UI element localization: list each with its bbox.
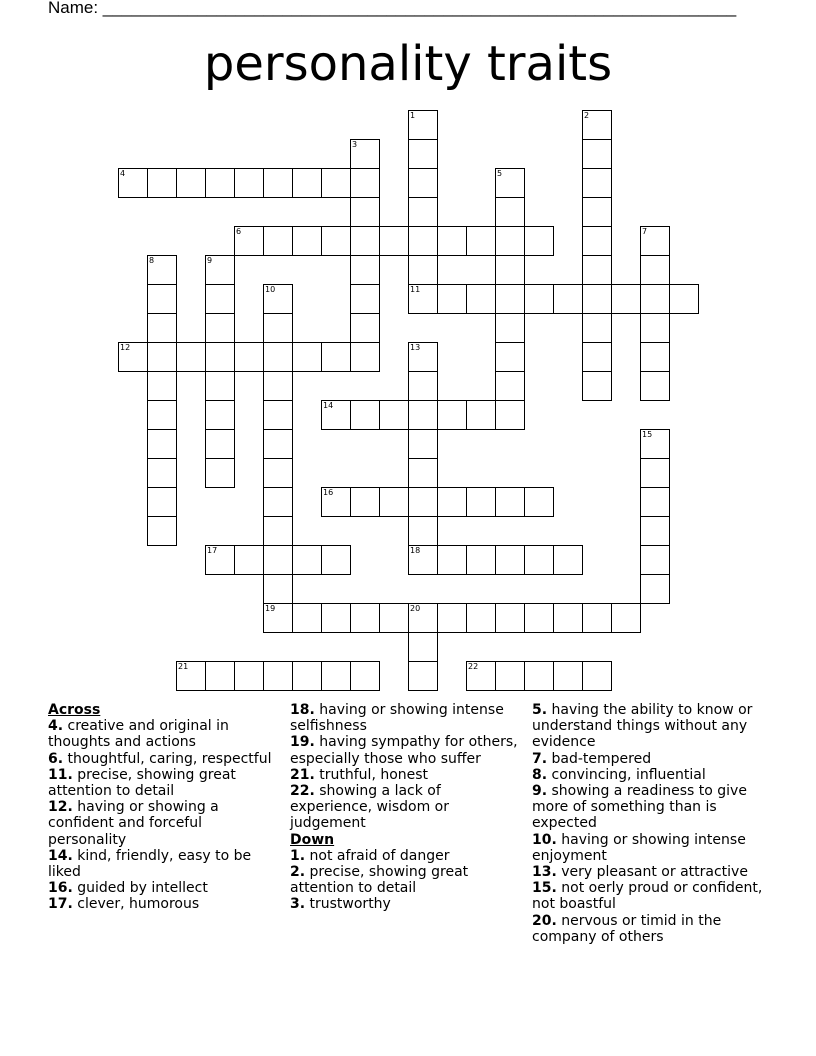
grid-cell[interactable] xyxy=(321,603,351,633)
grid-cell[interactable] xyxy=(263,168,293,198)
clue-down-15 xyxy=(532,880,768,912)
grid-cell[interactable] xyxy=(350,226,380,256)
grid-cell[interactable] xyxy=(611,284,641,314)
grid-cell[interactable] xyxy=(408,226,438,256)
clue-across-18 xyxy=(290,702,522,734)
grid-cell[interactable] xyxy=(147,371,177,401)
grid-cell[interactable] xyxy=(118,342,148,372)
grid-cell[interactable] xyxy=(350,168,380,198)
grid-cell[interactable] xyxy=(582,226,612,256)
clue-number: 18. xyxy=(290,702,315,718)
grid-cell[interactable] xyxy=(350,139,380,169)
grid-cell[interactable] xyxy=(292,342,322,372)
grid-cell[interactable] xyxy=(408,139,438,169)
grid-cell[interactable] xyxy=(205,458,235,488)
clue-text: having or showing intense selfishness xyxy=(290,702,504,735)
grid-cell[interactable] xyxy=(466,661,496,691)
cell-number: 15 xyxy=(642,430,653,439)
grid-cell[interactable] xyxy=(408,371,438,401)
grid-cell[interactable] xyxy=(408,603,438,633)
clue-number: 16. xyxy=(48,880,73,897)
clue-text: precise, showing great attention to detail xyxy=(290,864,469,897)
grid-cell[interactable] xyxy=(321,226,351,256)
grid-cell[interactable] xyxy=(437,400,467,430)
clue-text: showing a lack of experience, wisdom or judgement xyxy=(290,783,449,832)
clue-number: 17. xyxy=(48,896,73,913)
grid-cell[interactable] xyxy=(205,371,235,401)
grid-cell[interactable] xyxy=(495,284,525,314)
grid-cell[interactable] xyxy=(408,545,438,575)
grid-cell[interactable] xyxy=(408,632,438,662)
grid-cell[interactable] xyxy=(640,429,670,459)
clue-text: thoughtful, caring, respectful xyxy=(67,750,272,767)
grid-cell[interactable] xyxy=(437,603,467,633)
clue-number: 6. xyxy=(48,750,64,767)
cell-number: 16 xyxy=(323,488,334,497)
grid-cell[interactable] xyxy=(495,255,525,285)
cell-number: 10 xyxy=(265,285,276,294)
grid-cell[interactable] xyxy=(350,487,380,517)
grid-cell[interactable] xyxy=(205,284,235,314)
grid-cell[interactable] xyxy=(147,168,177,198)
cell-number: 22 xyxy=(468,662,479,671)
grid-cell[interactable] xyxy=(466,545,496,575)
grid-cell[interactable] xyxy=(640,371,670,401)
clue-down-20 xyxy=(532,913,768,945)
grid-cell[interactable] xyxy=(524,226,554,256)
grid-cell[interactable] xyxy=(437,226,467,256)
grid-cell[interactable] xyxy=(408,110,438,140)
grid-cell[interactable] xyxy=(553,661,583,691)
cell-number: 13 xyxy=(410,343,421,352)
grid-cell[interactable] xyxy=(582,371,612,401)
clue-down-1 xyxy=(290,848,522,864)
grid-cell[interactable] xyxy=(292,545,322,575)
cell-number: 6 xyxy=(236,227,242,236)
grid-cell[interactable] xyxy=(263,371,293,401)
clues-column-3 xyxy=(532,702,768,945)
clue-number: 1. xyxy=(290,847,306,864)
grid-cell[interactable] xyxy=(640,284,670,314)
grid-cell[interactable] xyxy=(582,197,612,227)
clue-text: creative and original in thoughts and actions xyxy=(48,718,229,751)
grid-cell[interactable] xyxy=(640,516,670,546)
grid-cell[interactable] xyxy=(321,342,351,372)
clue-across-22 xyxy=(290,783,522,832)
grid-cell[interactable] xyxy=(147,400,177,430)
grid-cell[interactable] xyxy=(524,284,554,314)
cell-number: 1 xyxy=(410,111,416,120)
cell-number: 2 xyxy=(584,111,590,120)
grid-cell[interactable] xyxy=(495,487,525,517)
grid-cell[interactable] xyxy=(495,168,525,198)
grid-cell[interactable] xyxy=(582,139,612,169)
clue-number: 15. xyxy=(532,880,557,897)
grid-cell[interactable] xyxy=(408,429,438,459)
grid-cell[interactable] xyxy=(350,197,380,227)
clue-number: 7. xyxy=(532,750,548,767)
grid-cell[interactable] xyxy=(466,400,496,430)
grid-cell[interactable] xyxy=(147,429,177,459)
grid-cell[interactable] xyxy=(321,168,351,198)
clue-across-17 xyxy=(48,896,278,912)
grid-cell[interactable] xyxy=(321,661,351,691)
grid-cell[interactable] xyxy=(263,313,293,343)
clue-number: 5. xyxy=(532,702,548,718)
grid-cell[interactable] xyxy=(466,603,496,633)
grid-cell[interactable] xyxy=(495,197,525,227)
grid-cell[interactable] xyxy=(263,545,293,575)
clue-number: 9. xyxy=(532,783,548,800)
grid-cell[interactable] xyxy=(350,400,380,430)
clue-text: guided by intellect xyxy=(77,880,208,897)
grid-cell[interactable] xyxy=(292,168,322,198)
grid-cell[interactable] xyxy=(640,545,670,575)
clue-number: 22. xyxy=(290,783,315,800)
grid-cell[interactable] xyxy=(205,429,235,459)
grid-cell[interactable] xyxy=(176,168,206,198)
clue-across-12 xyxy=(48,799,278,848)
grid-cell[interactable] xyxy=(205,255,235,285)
grid-cell[interactable] xyxy=(263,458,293,488)
grid-cell[interactable] xyxy=(495,661,525,691)
grid-cell[interactable] xyxy=(408,487,438,517)
grid-cell[interactable] xyxy=(408,458,438,488)
clue-number: 21. xyxy=(290,766,315,783)
clue-number: 4. xyxy=(48,718,64,735)
grid-cell[interactable] xyxy=(640,255,670,285)
cell-number: 17 xyxy=(207,546,218,555)
grid-cell[interactable] xyxy=(350,342,380,372)
clue-text: having the ability to know or understand things without any evidence xyxy=(532,702,753,751)
clue-text: kind, friendly, easy to be liked xyxy=(48,847,252,881)
grid-cell[interactable] xyxy=(147,487,177,517)
grid-cell[interactable] xyxy=(292,603,322,633)
cell-number: 3 xyxy=(352,140,358,149)
cell-number: 12 xyxy=(120,343,131,352)
grid-cell[interactable] xyxy=(437,284,467,314)
grid-cell[interactable] xyxy=(640,226,670,256)
grid-cell[interactable] xyxy=(495,313,525,343)
clue-number: 20. xyxy=(532,912,557,929)
clue-down-7 xyxy=(532,751,768,767)
grid-cell[interactable] xyxy=(263,429,293,459)
cell-number: 9 xyxy=(207,256,213,265)
grid-cell[interactable] xyxy=(321,545,351,575)
grid-cell[interactable] xyxy=(263,342,293,372)
cell-number: 11 xyxy=(410,285,421,294)
grid-cell[interactable] xyxy=(147,458,177,488)
grid-cell[interactable] xyxy=(350,603,380,633)
cell-number: 21 xyxy=(178,662,189,671)
down-header: Down xyxy=(290,831,335,848)
grid-cell[interactable] xyxy=(495,545,525,575)
clue-number: 8. xyxy=(532,766,548,783)
grid-cell[interactable] xyxy=(640,458,670,488)
clue-text: trustworthy xyxy=(309,896,391,913)
clue-text: having or showing intense enjoyment xyxy=(532,831,746,864)
clues-column-2 xyxy=(290,702,522,913)
clue-text: convincing, influential xyxy=(551,766,706,783)
grid-cell[interactable] xyxy=(524,661,554,691)
clues-column-1 xyxy=(48,702,278,913)
grid-cell[interactable] xyxy=(408,197,438,227)
grid-cell[interactable] xyxy=(640,313,670,343)
grid-cell[interactable] xyxy=(292,226,322,256)
clue-across-4 xyxy=(48,718,278,750)
grid-cell[interactable] xyxy=(263,487,293,517)
grid-cell[interactable] xyxy=(263,574,293,604)
clue-text: truthful, honest xyxy=(319,766,429,783)
grid-cell[interactable] xyxy=(495,603,525,633)
clue-number: 19. xyxy=(290,734,315,751)
grid-cell[interactable] xyxy=(321,400,351,430)
clue-text: clever, humorous xyxy=(77,896,200,913)
clue-down-5 xyxy=(532,702,768,751)
clue-number: 2. xyxy=(290,864,306,881)
grid-cell[interactable] xyxy=(582,110,612,140)
grid-cell[interactable] xyxy=(582,255,612,285)
clue-number: 13. xyxy=(532,864,557,881)
grid-cell[interactable] xyxy=(582,313,612,343)
clue-down-8 xyxy=(532,767,768,783)
grid-cell[interactable] xyxy=(379,603,409,633)
clue-down-13 xyxy=(532,864,768,880)
grid-cell[interactable] xyxy=(205,313,235,343)
cell-number: 4 xyxy=(120,169,126,178)
grid-cell[interactable] xyxy=(263,226,293,256)
grid-cell[interactable] xyxy=(147,284,177,314)
clue-text: having or showing a confident and forceful personality xyxy=(48,799,219,848)
grid-cell[interactable] xyxy=(640,342,670,372)
grid-cell[interactable] xyxy=(118,168,148,198)
grid-cell[interactable] xyxy=(350,661,380,691)
grid-cell[interactable] xyxy=(524,545,554,575)
grid-cell[interactable] xyxy=(234,168,264,198)
clue-across-6 xyxy=(48,751,278,767)
grid-cell[interactable] xyxy=(553,545,583,575)
clue-text: showing a readiness to give more of something than is expected xyxy=(532,783,747,832)
grid-cell[interactable] xyxy=(640,487,670,517)
grid-cell[interactable] xyxy=(147,313,177,343)
grid-cell[interactable] xyxy=(321,487,351,517)
clue-number: 12. xyxy=(48,799,73,816)
grid-cell[interactable] xyxy=(553,603,583,633)
clue-text: nervous or timid in the company of others xyxy=(532,912,722,945)
grid-cell[interactable] xyxy=(379,487,409,517)
grid-cell[interactable] xyxy=(582,603,612,633)
grid-cell[interactable] xyxy=(495,226,525,256)
grid-cell[interactable] xyxy=(582,168,612,198)
clue-across-19 xyxy=(290,734,522,766)
grid-cell[interactable] xyxy=(263,516,293,546)
grid-cell[interactable] xyxy=(350,313,380,343)
clue-down-2 xyxy=(290,864,522,896)
grid-cell[interactable] xyxy=(292,661,322,691)
grid-cell[interactable] xyxy=(147,342,177,372)
grid-cell[interactable] xyxy=(205,400,235,430)
page-title: personality traits xyxy=(203,36,613,92)
grid-cell[interactable] xyxy=(495,371,525,401)
grid-cell[interactable] xyxy=(263,400,293,430)
grid-cell[interactable] xyxy=(350,255,380,285)
grid-cell[interactable] xyxy=(669,284,699,314)
grid-cell[interactable] xyxy=(147,516,177,546)
clue-text: not afraid of danger xyxy=(309,847,450,864)
grid-cell[interactable] xyxy=(205,661,235,691)
grid-cell[interactable] xyxy=(379,226,409,256)
grid-cell[interactable] xyxy=(176,342,206,372)
grid-cell[interactable] xyxy=(495,342,525,372)
clue-number: 11. xyxy=(48,766,73,783)
cell-number: 7 xyxy=(642,227,648,236)
grid-cell[interactable] xyxy=(205,545,235,575)
grid-cell[interactable] xyxy=(582,342,612,372)
cell-number: 8 xyxy=(149,256,155,265)
grid-cell[interactable] xyxy=(408,516,438,546)
clue-across-21 xyxy=(290,767,522,783)
grid-cell[interactable] xyxy=(408,342,438,372)
clue-down-9 xyxy=(532,783,768,832)
clue-down-10 xyxy=(532,832,768,864)
grid-cell[interactable] xyxy=(640,574,670,604)
clue-number: 10. xyxy=(532,831,557,848)
grid-cell[interactable] xyxy=(234,226,264,256)
grid-cell[interactable] xyxy=(263,661,293,691)
grid-cell[interactable] xyxy=(234,342,264,372)
clue-text: very pleasant or attractive xyxy=(561,864,748,881)
grid-cell[interactable] xyxy=(379,400,409,430)
grid-cell[interactable] xyxy=(234,545,264,575)
grid-cell[interactable] xyxy=(524,603,554,633)
grid-cell[interactable] xyxy=(582,284,612,314)
clue-across-11 xyxy=(48,767,278,799)
across-header: Across xyxy=(48,702,101,718)
grid-cell[interactable] xyxy=(350,284,380,314)
grid-cell[interactable] xyxy=(408,661,438,691)
grid-cell[interactable] xyxy=(234,661,264,691)
grid-cell[interactable] xyxy=(437,487,467,517)
clue-across-16 xyxy=(48,880,278,896)
grid-cell[interactable] xyxy=(408,168,438,198)
cell-number: 20 xyxy=(410,604,421,613)
clue-text: precise, showing great attention to detail xyxy=(48,766,236,800)
cell-number: 14 xyxy=(323,401,334,410)
name-field[interactable]: Name: ___________________________________________________________________ xyxy=(48,0,737,17)
cell-number: 18 xyxy=(410,546,421,555)
grid-cell[interactable] xyxy=(524,487,554,517)
cell-number: 5 xyxy=(497,169,503,178)
grid-cell[interactable] xyxy=(205,168,235,198)
clue-text: having sympathy for others, especially those who suffer xyxy=(290,734,518,767)
grid-cell[interactable] xyxy=(408,284,438,314)
clue-down-3 xyxy=(290,896,522,912)
clue-text: bad-tempered xyxy=(551,750,652,767)
clue-number: 3. xyxy=(290,896,306,913)
grid-cell[interactable] xyxy=(553,284,583,314)
grid-cell[interactable] xyxy=(205,342,235,372)
grid-cell[interactable] xyxy=(408,400,438,430)
grid-cell[interactable] xyxy=(176,661,206,691)
clue-text: not oerly proud or confident, not boastful xyxy=(532,880,763,913)
grid-cell[interactable] xyxy=(147,255,177,285)
grid-cell[interactable] xyxy=(263,603,293,633)
grid-cell[interactable] xyxy=(582,661,612,691)
grid-cell[interactable] xyxy=(263,284,293,314)
cell-number: 19 xyxy=(265,604,276,613)
grid-cell[interactable] xyxy=(408,255,438,285)
clue-across-14 xyxy=(48,848,278,880)
grid-cell[interactable] xyxy=(466,284,496,314)
grid-cell[interactable] xyxy=(495,400,525,430)
grid-cell[interactable] xyxy=(466,226,496,256)
grid-cell[interactable] xyxy=(437,545,467,575)
grid-cell[interactable] xyxy=(611,603,641,633)
grid-cell[interactable] xyxy=(466,487,496,517)
clue-number: 14. xyxy=(48,847,73,864)
